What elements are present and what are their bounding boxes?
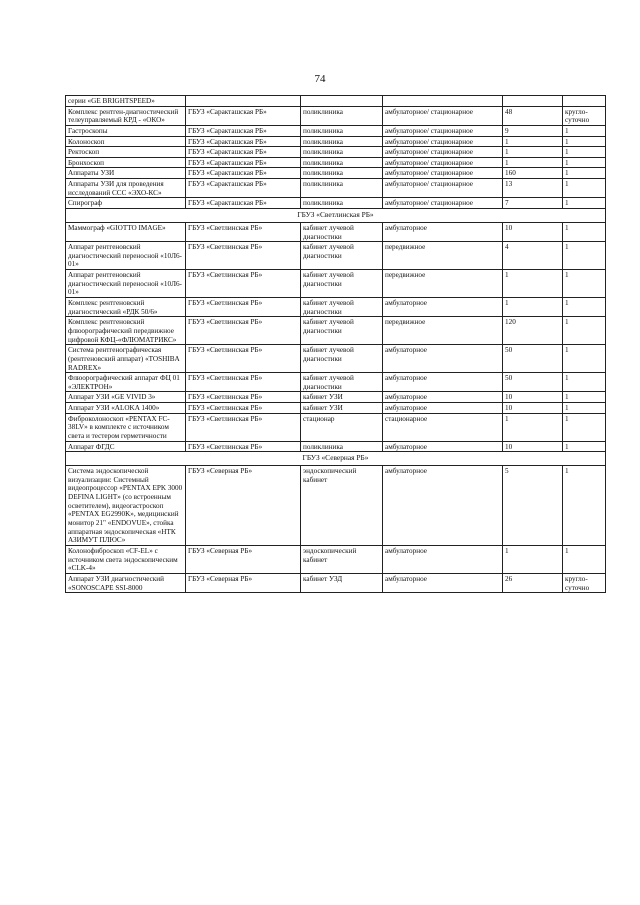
- department-cell: кабинет УЗИ: [301, 392, 383, 403]
- department-cell: поликлиника: [301, 168, 383, 179]
- group-header: ГБУЗ «Северная РБ»: [66, 452, 606, 466]
- equipment-name-cell: Колонофиброскоп «CF-EL» с источником света эндоскопическим «CLK-4»: [66, 545, 186, 573]
- load-cell: 1: [503, 270, 563, 298]
- shift-cell: 1: [563, 403, 606, 414]
- page-number: 74: [314, 73, 326, 85]
- usage-type-cell: передвижное: [383, 242, 503, 270]
- department-cell: [301, 96, 383, 107]
- department-cell: кабинет лучевой диагностики: [301, 242, 383, 270]
- organization-cell: ГБУЗ «Светлинская РБ»: [186, 270, 301, 298]
- organization-cell: ГБУЗ «Северная РБ»: [186, 545, 301, 573]
- organization-cell: ГБУЗ «Саракташская РБ»: [186, 198, 301, 209]
- organization-cell: ГБУЗ «Северная РБ»: [186, 466, 301, 546]
- usage-type-cell: амбулаторное/ стационарное: [383, 168, 503, 179]
- shift-cell: 1: [563, 179, 606, 198]
- table-row: [66, 106, 606, 125]
- equipment-name-cell: Спирограф: [66, 198, 186, 209]
- table-row: [66, 392, 606, 403]
- shift-cell: 1: [563, 413, 606, 441]
- organization-cell: ГБУЗ «Саракташская РБ»: [186, 147, 301, 158]
- table-row: [66, 179, 606, 198]
- equipment-name-cell: Комплекс рентгеновский флюорографический передвижное цифровой КФЦ-«ФЛЮМАТРИКС»: [66, 317, 186, 345]
- organization-cell: ГБУЗ «Светлинская РБ»: [186, 403, 301, 414]
- equipment-name-cell: Комплекс рентген-диагностический телеуправляемый КРД - «ОКО»: [66, 106, 186, 125]
- table-row: [66, 270, 606, 298]
- organization-cell: ГБУЗ «Светлинская РБ»: [186, 222, 301, 241]
- table-row: [66, 373, 606, 392]
- table-row: [66, 441, 606, 452]
- load-cell: 1: [503, 298, 563, 317]
- shift-cell: 1: [563, 136, 606, 147]
- shift-cell: 1: [563, 157, 606, 168]
- usage-type-cell: амбулаторное/ стационарное: [383, 198, 503, 209]
- organization-cell: ГБУЗ «Саракташская РБ»: [186, 179, 301, 198]
- load-cell: 26: [503, 573, 563, 592]
- shift-cell: кругло-суточно: [563, 573, 606, 592]
- equipment-name-cell: Бронхоскоп: [66, 157, 186, 168]
- department-cell: кабинет лучевой диагностики: [301, 345, 383, 373]
- usage-type-cell: амбулаторное: [383, 403, 503, 414]
- equipment-name-cell: Аппараты УЗИ: [66, 168, 186, 179]
- equipment-name-cell: Аппарат рентгеновский диагностический переносной «10Л6-01»: [66, 242, 186, 270]
- group-header: ГБУЗ «Светлинская РБ»: [66, 209, 606, 223]
- shift-cell: 1: [563, 222, 606, 241]
- load-cell: 1: [503, 147, 563, 158]
- shift-cell: 1: [563, 298, 606, 317]
- organization-cell: ГБУЗ «Светлинская РБ»: [186, 413, 301, 441]
- load-cell: 9: [503, 125, 563, 136]
- organization-cell: ГБУЗ «Саракташская РБ»: [186, 157, 301, 168]
- shift-cell: 1: [563, 373, 606, 392]
- department-cell: поликлиника: [301, 198, 383, 209]
- equipment-name-cell: Аппарат ФГДС: [66, 441, 186, 452]
- department-cell: поликлиника: [301, 441, 383, 452]
- department-cell: поликлиника: [301, 147, 383, 158]
- organization-cell: ГБУЗ «Светлинская РБ»: [186, 392, 301, 403]
- organization-cell: ГБУЗ «Северная РБ»: [186, 573, 301, 592]
- organization-cell: ГБУЗ «Светлинская РБ»: [186, 373, 301, 392]
- department-cell: поликлиника: [301, 136, 383, 147]
- table-row: [66, 168, 606, 179]
- group-header-row: [66, 452, 606, 466]
- usage-type-cell: амбулаторное: [383, 545, 503, 573]
- table-row: [66, 545, 606, 573]
- department-cell: эндоскопический кабинет: [301, 466, 383, 546]
- shift-cell: 1: [563, 168, 606, 179]
- equipment-name-cell: Система эндоскопической визуализации: Системный видеопроцессор «PENTAX EPK 3000 DEFINA LIGHT» (со встроенным осветителем), видеогастроскоп «PENTAX EG2990K», медицинский монитор 21" «ENDOVUE», стойка аппаратная эндоскопическая «НТК АЗИМУТ ПЛЮС»: [66, 466, 186, 546]
- equipment-name-cell: Аппарат УЗИ «GE VIVID 3»: [66, 392, 186, 403]
- usage-type-cell: амбулаторное/ стационарное: [383, 106, 503, 125]
- department-cell: кабинет лучевой диагностики: [301, 317, 383, 345]
- shift-cell: 1: [563, 317, 606, 345]
- usage-type-cell: амбулаторное: [383, 298, 503, 317]
- usage-type-cell: амбулаторное: [383, 573, 503, 592]
- organization-cell: ГБУЗ «Светлинская РБ»: [186, 242, 301, 270]
- department-cell: кабинет УЗД: [301, 573, 383, 592]
- usage-type-cell: амбулаторное: [383, 392, 503, 403]
- load-cell: 1: [503, 413, 563, 441]
- load-cell: [503, 96, 563, 107]
- organization-cell: ГБУЗ «Саракташская РБ»: [186, 168, 301, 179]
- department-cell: кабинет лучевой диагностики: [301, 298, 383, 317]
- shift-cell: кругло-суточно: [563, 106, 606, 125]
- shift-cell: 1: [563, 198, 606, 209]
- usage-type-cell: амбулаторное: [383, 222, 503, 241]
- load-cell: 13: [503, 179, 563, 198]
- load-cell: 48: [503, 106, 563, 125]
- table-row: [66, 413, 606, 441]
- table-row: [66, 242, 606, 270]
- equipment-name-cell: Флюорографический аппарат ФЦ 01 «ЭЛЕКТРОН»: [66, 373, 186, 392]
- department-cell: кабинет лучевой диагностики: [301, 222, 383, 241]
- department-cell: кабинет лучевой диагностики: [301, 373, 383, 392]
- usage-type-cell: амбулаторное/ стационарное: [383, 136, 503, 147]
- table-row: [66, 96, 606, 107]
- table-row: [66, 198, 606, 209]
- table-row: [66, 147, 606, 158]
- usage-type-cell: амбулаторное: [383, 345, 503, 373]
- table-row: [66, 298, 606, 317]
- load-cell: 4: [503, 242, 563, 270]
- equipment-name-cell: Система рентгенографическая (рентгеновский аппарат) «TOSHIBA RADREX»: [66, 345, 186, 373]
- organization-cell: ГБУЗ «Саракташская РБ»: [186, 125, 301, 136]
- load-cell: 50: [503, 373, 563, 392]
- table-row: [66, 222, 606, 241]
- table-row: [66, 157, 606, 168]
- department-cell: кабинет лучевой диагностики: [301, 270, 383, 298]
- table-row: [66, 573, 606, 592]
- organization-cell: ГБУЗ «Светлинская РБ»: [186, 317, 301, 345]
- usage-type-cell: амбулаторное/ стационарное: [383, 157, 503, 168]
- table-row: [66, 125, 606, 136]
- group-header-row: [66, 209, 606, 223]
- load-cell: 1: [503, 157, 563, 168]
- department-cell: кабинет УЗИ: [301, 403, 383, 414]
- equipment-name-cell: Гастроскопы: [66, 125, 186, 136]
- shift-cell: 1: [563, 545, 606, 573]
- usage-type-cell: передвижное: [383, 317, 503, 345]
- usage-type-cell: амбулаторное/ стационарное: [383, 125, 503, 136]
- usage-type-cell: стационарное: [383, 413, 503, 441]
- table-row: [66, 317, 606, 345]
- equipment-name-cell: Комплекс рентгеновский диагностический «РДК 50/6»: [66, 298, 186, 317]
- equipment-name-cell: Аппарат УЗИ «ALOKA 1400»: [66, 403, 186, 414]
- department-cell: поликлиника: [301, 106, 383, 125]
- equipment-name-cell: Маммограф «GIOTTO IMAGE»: [66, 222, 186, 241]
- department-cell: поликлиника: [301, 157, 383, 168]
- equipment-name-cell: Аппараты УЗИ для проведения исследований ССС «ЭХО-КС»: [66, 179, 186, 198]
- organization-cell: ГБУЗ «Саракташская РБ»: [186, 106, 301, 125]
- load-cell: 10: [503, 441, 563, 452]
- organization-cell: ГБУЗ «Светлинская РБ»: [186, 345, 301, 373]
- equipment-name-cell: Аппарат УЗИ диагностический «SONOSCAPE SSI-8000: [66, 573, 186, 592]
- usage-type-cell: [383, 96, 503, 107]
- shift-cell: 1: [563, 125, 606, 136]
- equipment-name-cell: Фиброколоноскоп «PENTAX FC-38LV» в комплекте с источником света и тестером герметичности: [66, 413, 186, 441]
- department-cell: стационар: [301, 413, 383, 441]
- usage-type-cell: передвижное: [383, 270, 503, 298]
- organization-cell: ГБУЗ «Светлинская РБ»: [186, 441, 301, 452]
- shift-cell: 1: [563, 345, 606, 373]
- shift-cell: [563, 96, 606, 107]
- department-cell: поликлиника: [301, 179, 383, 198]
- usage-type-cell: амбулаторное/ стационарное: [383, 179, 503, 198]
- equipment-table: [65, 95, 606, 593]
- shift-cell: 1: [563, 242, 606, 270]
- department-cell: поликлиника: [301, 125, 383, 136]
- table-row: [66, 466, 606, 546]
- load-cell: 10: [503, 392, 563, 403]
- organization-cell: ГБУЗ «Саракташская РБ»: [186, 136, 301, 147]
- table-row: [66, 136, 606, 147]
- usage-type-cell: амбулаторное: [383, 373, 503, 392]
- shift-cell: 1: [563, 466, 606, 546]
- usage-type-cell: амбулаторное: [383, 466, 503, 546]
- table-row: [66, 345, 606, 373]
- equipment-name-cell: Аппарат рентгеновский диагностический переносной «10Л6-01»: [66, 270, 186, 298]
- shift-cell: 1: [563, 441, 606, 452]
- load-cell: 10: [503, 403, 563, 414]
- shift-cell: 1: [563, 270, 606, 298]
- load-cell: 1: [503, 545, 563, 573]
- shift-cell: 1: [563, 147, 606, 158]
- load-cell: 5: [503, 466, 563, 546]
- equipment-name-cell: Ректоскоп: [66, 147, 186, 158]
- equipment-name-cell: Колоноскоп: [66, 136, 186, 147]
- load-cell: 10: [503, 222, 563, 241]
- load-cell: 7: [503, 198, 563, 209]
- load-cell: 120: [503, 317, 563, 345]
- load-cell: 160: [503, 168, 563, 179]
- usage-type-cell: амбулаторное/ стационарное: [383, 147, 503, 158]
- shift-cell: 1: [563, 392, 606, 403]
- department-cell: эндоскопический кабинет: [301, 545, 383, 573]
- organization-cell: [186, 96, 301, 107]
- table-row: [66, 403, 606, 414]
- load-cell: 1: [503, 136, 563, 147]
- organization-cell: ГБУЗ «Светлинская РБ»: [186, 298, 301, 317]
- equipment-name-cell: серии «GE BRIGHTSPEED»: [66, 96, 186, 107]
- usage-type-cell: амбулаторное: [383, 441, 503, 452]
- load-cell: 50: [503, 345, 563, 373]
